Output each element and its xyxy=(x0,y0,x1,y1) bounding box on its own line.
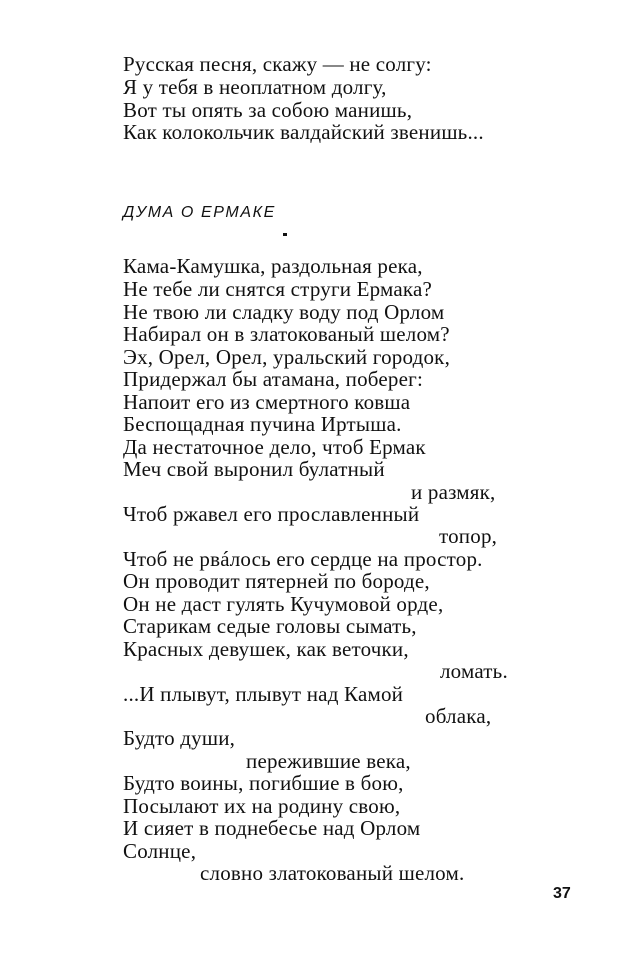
stanza-line: Вот ты опять за собою манишь, xyxy=(123,98,413,122)
stanza-line: Я у тебя в неоплатном долгу, xyxy=(123,75,387,99)
poem-line: Придержал бы атамана, поберег: xyxy=(123,367,423,391)
poem-line: Напоит его из смертного ковша xyxy=(123,390,411,414)
title-ornament-dot xyxy=(283,233,287,236)
poem-line: Чтоб ржавел его прославленный xyxy=(123,502,420,526)
poem-line: Не твою ли сладку воду под Орлом xyxy=(123,300,445,324)
poem-line: Солнце, xyxy=(123,839,197,863)
poem-line: Набирал он в златокованый шелом? xyxy=(123,322,450,346)
poem-line: Меч свой выронил булатный xyxy=(123,457,385,481)
poem-line: Будто души, xyxy=(123,726,236,750)
stanza-line: Как колокольчик валдайский звенишь... xyxy=(123,120,484,144)
poem-line-indented: пережившие века, xyxy=(246,749,411,773)
poem-line: ...И плывут, плывут над Камой xyxy=(123,682,404,706)
page-number: 37 xyxy=(553,885,571,902)
poem-line: И сияет в поднебесье над Орлом xyxy=(123,816,421,840)
poem-line-indented: топор, xyxy=(439,524,498,548)
poem-line-indented: и размяк, xyxy=(411,480,496,504)
poem-line: Да нестаточное дело, чтоб Ермак xyxy=(123,435,426,459)
poem-line: Беспощадная пучина Иртыша. xyxy=(123,412,402,436)
poem-line: Посылают их на родину свою, xyxy=(123,794,401,818)
poem-line-indented: облака, xyxy=(425,704,492,728)
poem-line: Будто воины, погибшие в бою, xyxy=(123,771,404,795)
poem-line: Чтоб не рвáлось его сердце на простор. xyxy=(123,547,483,571)
poem-line: Старикам седые головы сымать, xyxy=(123,614,417,638)
poem-title: ДУМА О ЕРМАКЕ xyxy=(123,204,276,221)
poem-line-indented: ломать. xyxy=(440,659,508,683)
poem-line: Он проводит пятерней по бороде, xyxy=(123,569,430,593)
poem-line: Не тебе ли снятся струги Ермака? xyxy=(123,277,433,301)
poem-line: Кама-Камушка, раздольная река, xyxy=(123,254,423,278)
poem-line: Эх, Орел, Орел, уральский городок, xyxy=(123,345,451,369)
poem-line: Красных девушек, как веточки, xyxy=(123,637,409,661)
poem-line-indented: словно златокованый шелом. xyxy=(200,861,465,885)
stanza-line: Русская песня, скажу — не солгу: xyxy=(123,52,432,76)
poem-line: Он не даст гулять Кучумовой орде, xyxy=(123,592,444,616)
